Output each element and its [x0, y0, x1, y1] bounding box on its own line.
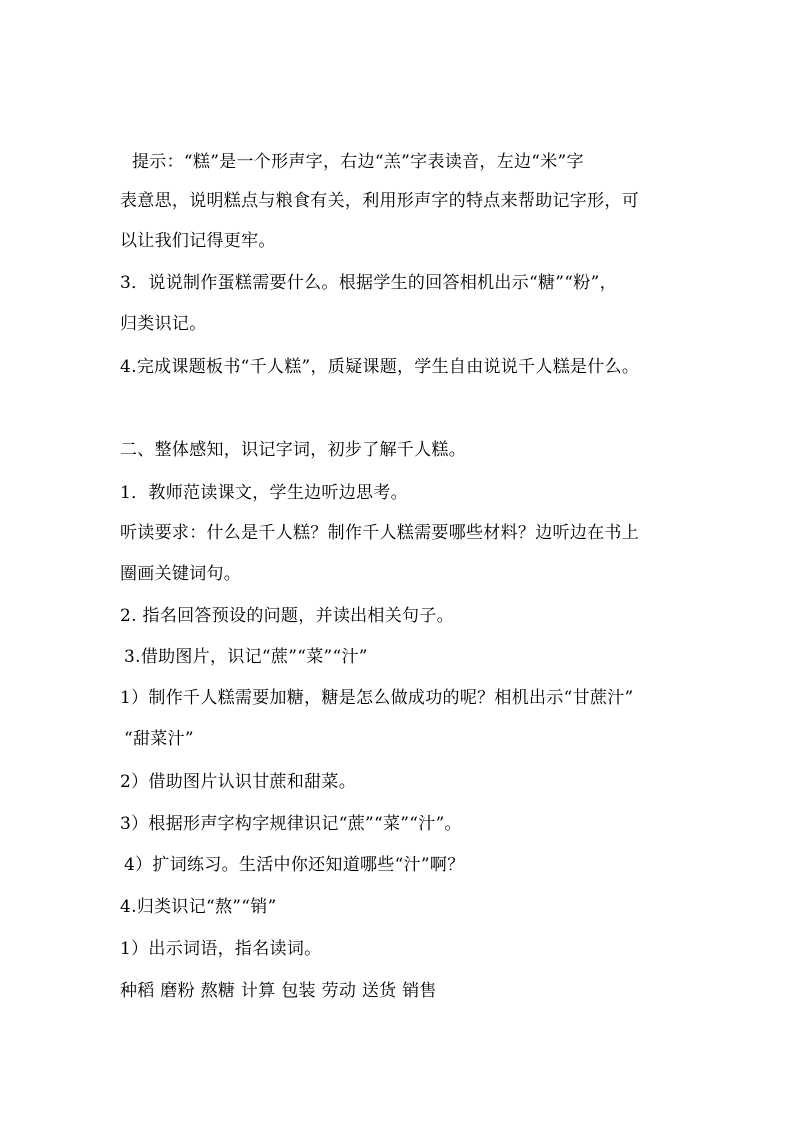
step-4-line: 4.完成课题板书“千人糕”，质疑课题，学生自由说说千人糕是什么。: [120, 357, 640, 377]
item-4-heading: 4.归类识记“熬”“销”: [120, 897, 277, 917]
paragraph-hint-line-3: 以让我们记得更牢。: [120, 231, 276, 251]
word-list-line: 种稻 磨粉 熬糖 计算 包装 劳动 送货 销售: [120, 981, 437, 1001]
sub-item-4-line: 4）扩词练习。生活中你还知道哪些“汁”啊？: [124, 855, 465, 875]
section-2-heading: 二、整体感知，识记字词，初步了解千人糕。: [120, 440, 466, 460]
paragraph-hint-line-1: 提示：“糕”是一个形声字，右边“羔”字表读音，左边“米”字: [132, 152, 584, 172]
sub-item-1-line-2: “甜菜汁”: [124, 729, 194, 749]
item-1-line: 1．教师范读课文，学生边听边思考。: [120, 483, 408, 503]
sub-item-1-line-1: 1）制作千人糕需要加糖，糖是怎么做成功的呢？相机出示“甘蔗汁”: [120, 688, 634, 708]
sub-item-3-line: 3）根据形声字构字规律识记“蔗”“菜”“汁”。: [120, 814, 462, 834]
sub-item-1-show-words: 1）出示词语，指名读词。: [120, 939, 322, 959]
step-3-line-1: 3．说说制作蛋糕需要什么。根据学生的回答相机出示“糖”“粉”，: [120, 273, 617, 293]
paragraph-hint-line-2: 表意思，说明糕点与粮食有关，利用形声字的特点来帮助记字形，可: [120, 191, 639, 211]
listening-requirement-line-2: 圈画关键词句。: [120, 564, 242, 584]
sub-item-2-line: 2）借助图片认识甘蔗和甜菜。: [120, 772, 357, 792]
item-3-heading: 3.借助图片，识记“蔗”“菜”“汁”: [124, 647, 368, 667]
step-3-line-2: 归类识记。: [120, 314, 207, 334]
listening-requirement-line-1: 听读要求：什么是千人糕？制作千人糕需要哪些材料？边听边在书上: [120, 523, 639, 543]
item-2-line: 2. 指名回答预设的问题，并读出相关句子。: [120, 606, 454, 626]
